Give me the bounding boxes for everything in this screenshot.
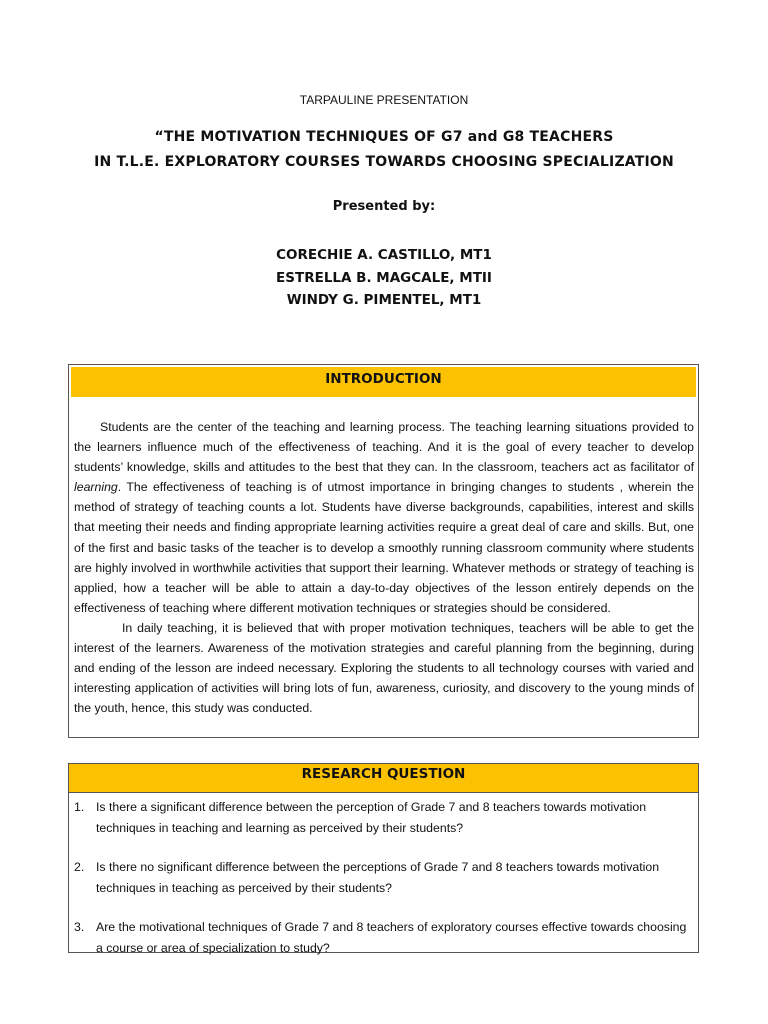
research-question-box	[68, 763, 699, 953]
presented-by-label: Presented by:	[332, 199, 436, 214]
question-text: Is there no significant difference between the perceptions of Grade 7 and 8 teachers towards motivation techniques in teaching as perceived by their students?	[96, 860, 660, 895]
research-question-item	[74, 797, 694, 838]
research-question-heading: RESEARCH QUESTION	[69, 764, 698, 793]
intro-p1-italic: learning	[74, 480, 118, 495]
author-3: WINDY G. PIMENTEL, MT1	[286, 292, 482, 308]
introduction-paragraph-2: In daily teaching, it is believed that with proper motivation techniques, teachers will be able to get the interest of the learners. Awareness of the motivation strategies and careful planning from the beginning, during and ending of the lesson are indeed necessary. Exploring the students to all technology courses with varied and interesting application of activities will bring lots of fun, awareness, curiosity, and discovery to the young minds of the youth, hence, this study was conducted.	[74, 620, 694, 716]
question-text: Is there a significant difference between the perception of Grade 7 and 8 teachers towards motivation techniques in teaching and learning as perceived by their students?	[96, 800, 647, 835]
intro-p1-before: Students are the center of the teaching and learning process. The teaching learning situations provided to the learners influence much of the effectiveness of teaching. And it is the goal of every teacher to develop students’ knowledge, skills and attitudes to the best that they can. In the classroom, teachers act as facilitator of	[74, 420, 694, 475]
introduction-text	[74, 417, 694, 718]
introduction-box	[68, 364, 699, 738]
author-2: ESTRELLA B. MAGCALE, MTII	[276, 270, 492, 286]
research-question-list	[74, 797, 694, 977]
research-question-item	[74, 857, 694, 898]
title-line-1: “THE MOTIVATION TECHNIQUES OF G7 and G8 TEACHERS	[154, 129, 614, 145]
question-number: 3.	[74, 920, 85, 934]
title-line-2: IN T.L.E. EXPLORATORY COURSES TOWARDS CHOOSING SPECIALIZATION	[94, 154, 674, 170]
intro-p1-after: . The effectiveness of teaching is of utmost importance in bringing changes to students , wherein the method of strategy of teaching counts a lot. Students have diverse backgrounds, capabilities, interest and skills that meeting their needs and finding appropriate learning activities require a great deal of care and skills. But, one of the first and basic tasks of the teacher is to develop a smoothly running classroom community where students are highly involved in worthwhile activities that support their learning. Whatever methods or strategy of teaching is applied, how a teacher will be able to attain a day-to-day objectives of the lesson entirely depends on the effectiveness of teaching where different motivation techniques or strategies should be considered.	[74, 480, 694, 615]
question-number: 1.	[74, 800, 85, 814]
author-1: CORECHIE A. CASTILLO, MT1	[276, 247, 492, 263]
introduction-heading: INTRODUCTION	[71, 367, 696, 397]
introduction-paragraph-1	[74, 417, 694, 618]
question-number: 2.	[74, 860, 85, 874]
question-text: Are the motivational techniques of Grade 7 and 8 teachers of exploratory courses effective towards choosing a course or area of specialization to study?	[96, 920, 687, 955]
research-question-item	[74, 917, 694, 958]
overline: TARPAULINE PRESENTATION	[299, 93, 469, 107]
